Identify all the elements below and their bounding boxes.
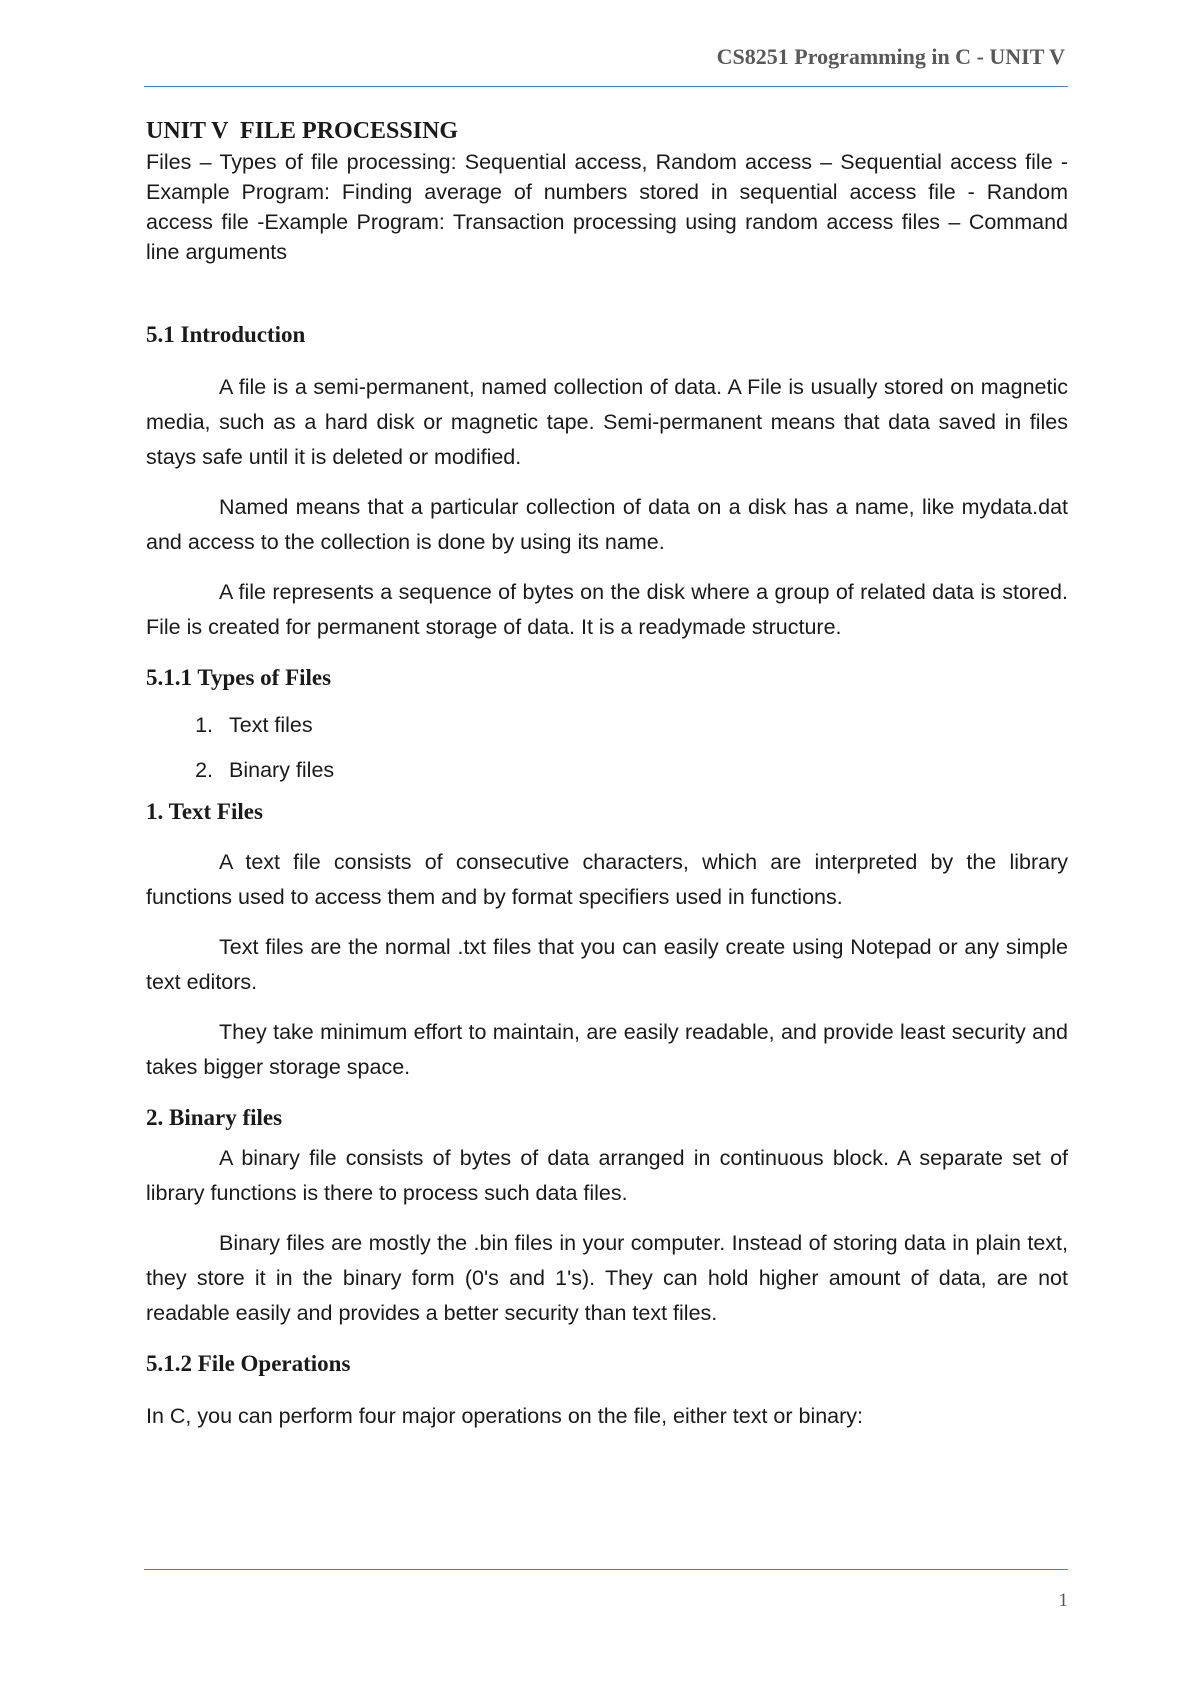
intro-heading: 5.1 Introduction xyxy=(146,322,306,347)
unit-syllabus: Files – Types of file processing: Sequential access, Random access – Sequential access file - Example Program: Finding average of numbers stored in sequential access file - Random access file -Example Program: Transaction processing using random access files – Command line arguments xyxy=(146,150,1068,264)
types-heading: 5.1.1 Types of Files xyxy=(146,665,332,690)
page-content xyxy=(146,115,1068,1434)
operations-heading: 5.1.2 File Operations xyxy=(146,1351,351,1376)
intro-paragraph-2: Named means that a particular collection of data on a disk has a name, like mydata.dat and access to the collection is done by using its name. xyxy=(146,495,1068,554)
text-files-paragraph-1: A text file consists of consecutive characters, which are interpreted by the library functions used to access them and by format specifiers used in functions. xyxy=(146,850,1068,909)
operations-paragraph-1: In C, you can perform four major operations on the file, either text or binary: xyxy=(146,1404,864,1428)
header-title: CS8251 Programming in C - UNIT V xyxy=(716,44,1065,69)
text-files-paragraph-2: Text files are the normal .txt files that you can easily create using Notepad or any simple text editors. xyxy=(146,935,1068,994)
footer-divider xyxy=(144,1569,1068,1570)
intro-paragraph-1: A file is a semi-permanent, named collection of data. A File is usually stored on magnetic media, such as a hard disk or magnetic tape. Semi-permanent means that data saved in files stays safe until it is deleted or modified. xyxy=(146,375,1068,469)
text-files-paragraph-3: They take minimum effort to maintain, are easily readable, and provide least security and takes bigger storage space. xyxy=(146,1020,1068,1079)
list-item: 1. Text files xyxy=(219,710,1068,740)
text-files-heading: 1. Text Files xyxy=(146,799,263,824)
binary-files-paragraph-1: A binary file consists of bytes of data arranged in continuous block. A separate set of library functions is there to process such data files. xyxy=(146,1146,1068,1205)
unit-title: UNIT V FILE PROCESSING xyxy=(146,118,459,144)
header-divider xyxy=(144,86,1068,87)
list-item: 2. Binary files xyxy=(219,755,1068,785)
types-list xyxy=(146,710,1068,785)
binary-files-paragraph-2: Binary files are mostly the .bin files in your computer. Instead of storing data in plain text, they store it in the binary form (0's and 1's). They can hold higher amount of data, are not readable easily and provides a better security than text files. xyxy=(146,1231,1068,1325)
intro-paragraph-3: A file represents a sequence of bytes on the disk where a group of related data is stored. File is created for permanent storage of data. It is a readymade structure. xyxy=(146,580,1068,639)
binary-files-heading: 2. Binary files xyxy=(146,1105,283,1130)
page-number: 1 xyxy=(1058,1590,1068,1611)
